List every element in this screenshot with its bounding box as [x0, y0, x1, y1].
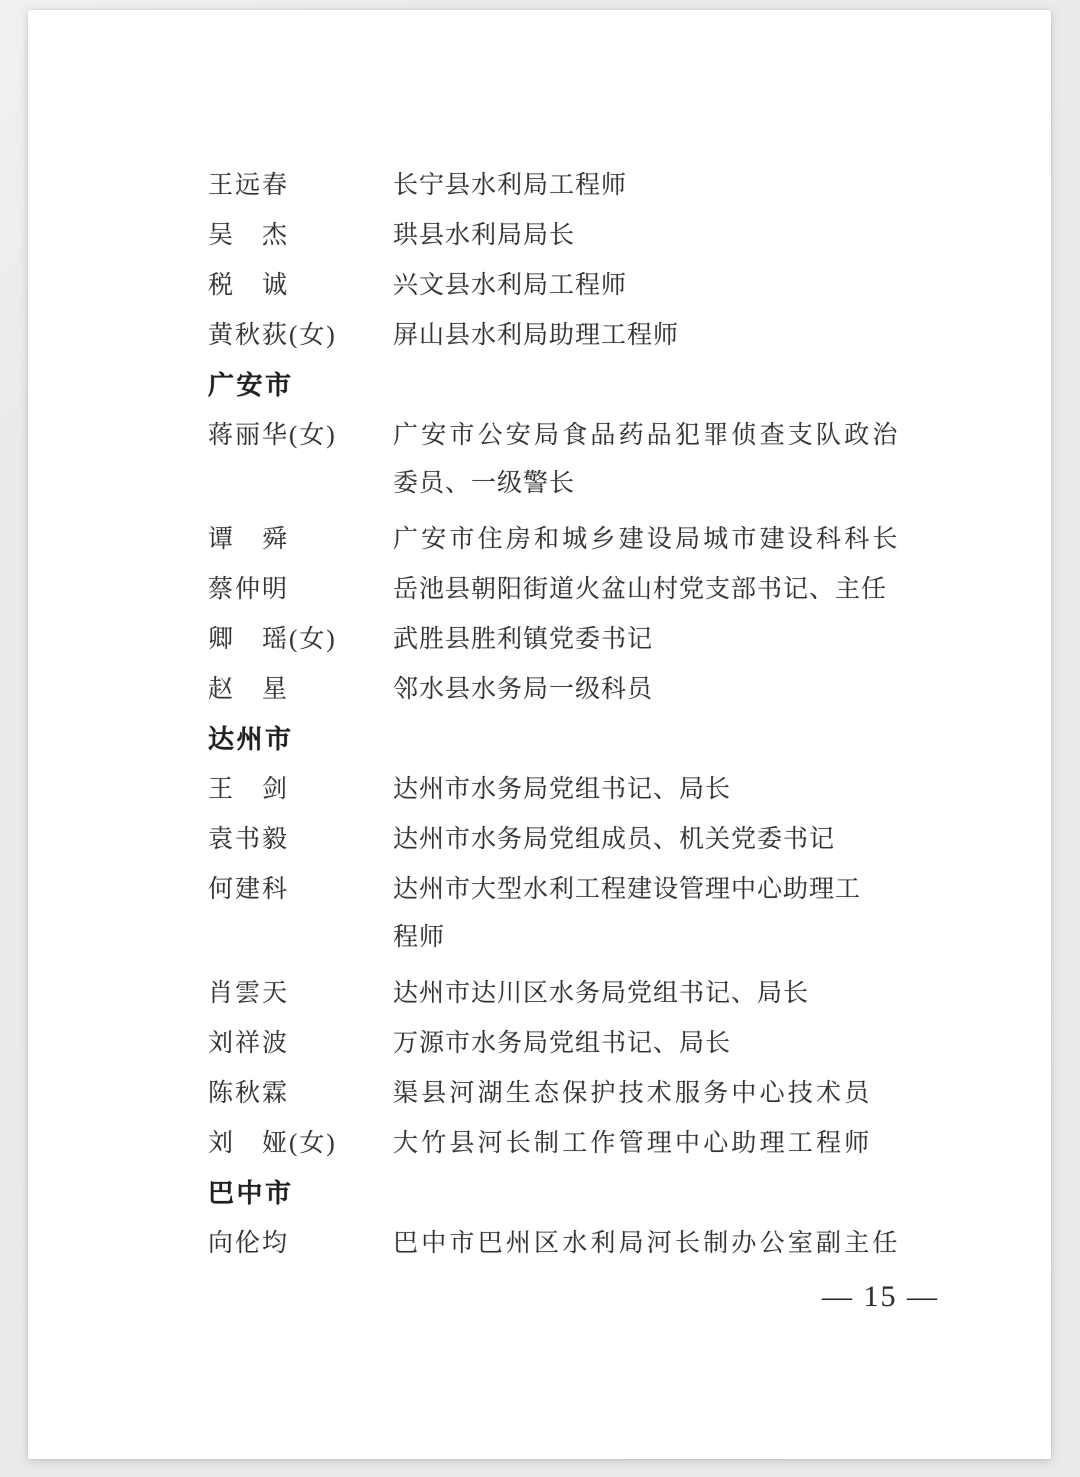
position-line: 珙县水利局局长 [393, 222, 576, 249]
person-name: 肖雲天 [208, 980, 290, 1007]
person-position [393, 262, 968, 310]
position-line: 程师 [393, 924, 446, 951]
section-label: 达州市 [208, 725, 294, 754]
position-line: 大竹县河长制工作管理中心助理工程师 [393, 1130, 873, 1157]
person-position [393, 566, 968, 614]
person-position [393, 1020, 968, 1068]
list-item [208, 262, 968, 310]
person-name: 向伦均 [208, 1230, 290, 1257]
position-line: 武胜县胜利镇党委书记 [393, 626, 654, 653]
person-name: 何建科 [208, 876, 290, 903]
list-item [208, 866, 968, 962]
person-name: 谭 舜 [208, 526, 290, 553]
position-line: 达州市大型水利工程建设管理中心助理工 [393, 876, 862, 903]
person-name: 蒋丽华(女) [208, 422, 337, 449]
section-header-bazhong [208, 1170, 968, 1218]
list-item [208, 1070, 968, 1118]
person-name: 黄秋荻(女) [208, 322, 337, 349]
position-line: 达州市水务局党组书记、局长 [393, 776, 732, 803]
person-name: 刘 娅(女) [208, 1130, 337, 1157]
list-item [208, 970, 968, 1018]
list-item [208, 616, 968, 664]
list-item [208, 566, 968, 614]
position-line: 兴文县水利局工程师 [393, 272, 628, 299]
position-line: 渠县河湖生态保护技术服务中心技术员 [393, 1080, 873, 1107]
list-item [208, 312, 968, 360]
position-line: 万源市水务局党组书记、局长 [393, 1030, 732, 1057]
position-line: 广安市住房和城乡建设局城市建设科科长 [393, 526, 901, 553]
section-header-dazhou [208, 716, 968, 764]
position-line: 屏山县水利局助理工程师 [393, 322, 680, 349]
person-name: 赵 星 [208, 676, 290, 703]
list-item [208, 1220, 968, 1268]
list-item [208, 666, 968, 714]
list-item [208, 516, 968, 564]
person-position [393, 1120, 968, 1168]
section-header-guangan [208, 362, 968, 410]
position-line: 邻水县水务局一级科员 [393, 676, 654, 703]
person-position [393, 1220, 968, 1268]
position-line: 广安市公安局食品药品犯罪侦查支队政治 [393, 422, 901, 449]
person-name: 吴 杰 [208, 222, 290, 249]
person-name: 刘祥波 [208, 1030, 290, 1057]
list-item [208, 212, 968, 260]
person-position [393, 666, 968, 714]
person-name: 陈秋霖 [208, 1080, 290, 1107]
person-position [393, 866, 968, 962]
section-label: 巴中市 [208, 1179, 294, 1208]
person-name: 王远春 [208, 172, 290, 199]
position-line: 长宁县水利局工程师 [393, 172, 628, 199]
list-item [208, 816, 968, 864]
person-position [393, 1070, 968, 1118]
position-line: 委员、一级警长 [393, 470, 576, 497]
page-number: — 15 — [822, 1280, 939, 1313]
roster-list [208, 162, 968, 1270]
list-item [208, 412, 968, 508]
position-line: 达州市水务局党组成员、机关党委书记 [393, 826, 836, 853]
person-name: 卿 瑶(女) [208, 626, 337, 653]
position-line: 岳池县朝阳街道火盆山村党支部书记、主任 [393, 576, 888, 603]
section-label: 广安市 [208, 371, 294, 400]
list-item [208, 766, 968, 814]
person-name: 蔡仲明 [208, 576, 290, 603]
person-position [393, 616, 968, 664]
person-name: 王 剑 [208, 776, 290, 803]
person-name: 袁书毅 [208, 826, 290, 853]
document-page [28, 10, 1051, 1459]
position-line: 巴中市巴州区水利局河长制办公室副主任 [393, 1230, 901, 1257]
person-position [393, 970, 968, 1018]
position-line: 达州市达川区水务局党组书记、局长 [393, 980, 810, 1007]
person-position [393, 766, 968, 814]
person-name: 税 诚 [208, 272, 290, 299]
person-position [393, 816, 968, 864]
person-position [393, 312, 968, 360]
person-position [393, 162, 968, 210]
list-item [208, 1120, 968, 1168]
list-item [208, 1020, 968, 1068]
list-item [208, 162, 968, 210]
person-position [393, 516, 968, 564]
person-position [393, 212, 968, 260]
person-position [393, 412, 968, 508]
